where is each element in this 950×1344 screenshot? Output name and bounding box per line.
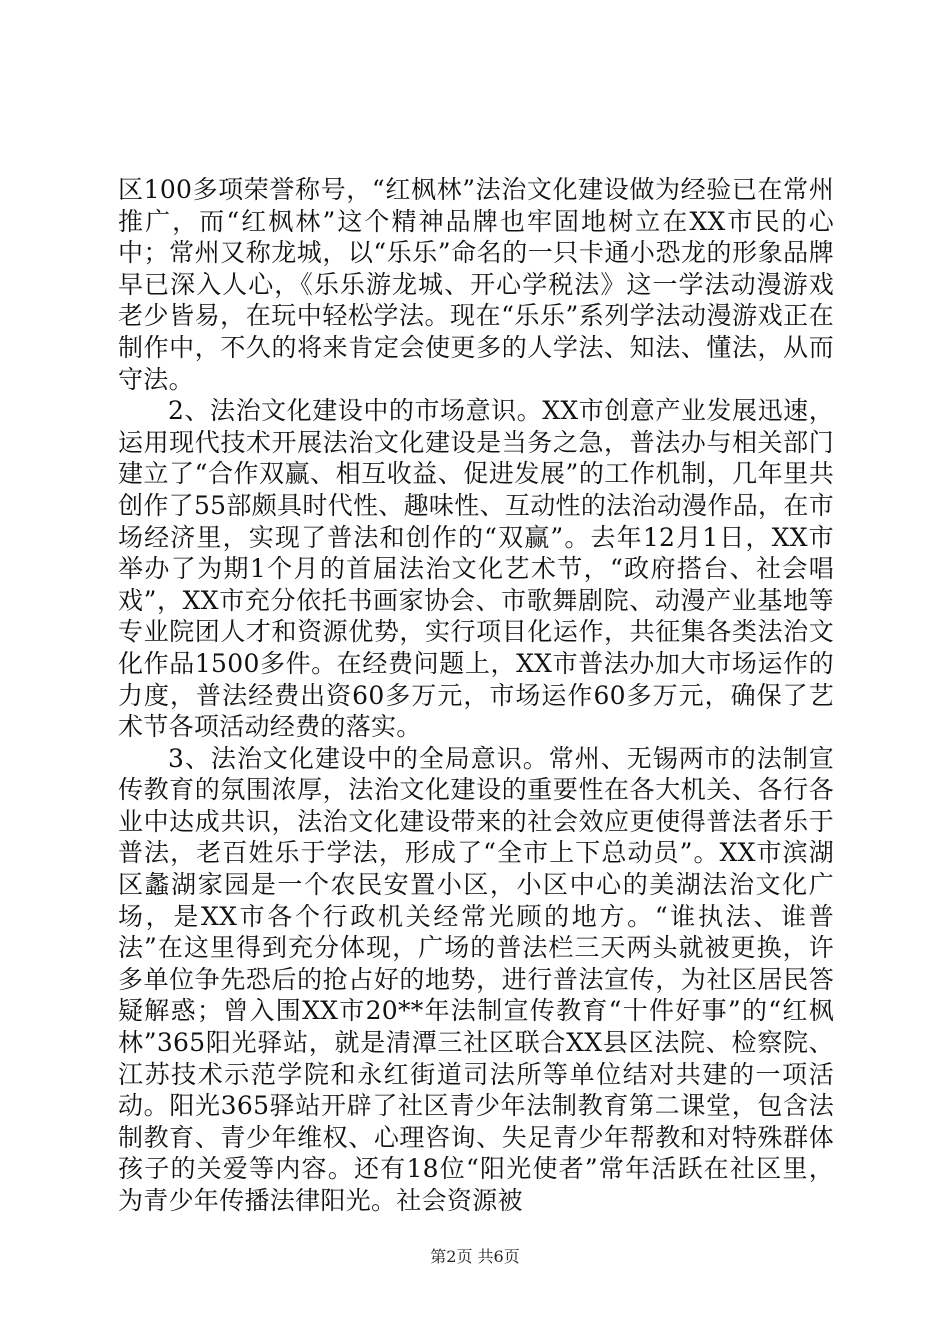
page-footer: 第2页 共6页	[430, 1247, 520, 1266]
paragraph-continuation: 区100多项荣誉称号，“红枫林”法治文化建设做为经验已在常州推广，而“红枫林”这个精神品牌也牢固地树立在XX市民的心中；常州又称龙城，以“乐乐”命名的一只卡通小恐龙的形象品牌早已深入人心，《乐乐游龙城、开心学税法》这一学法动漫游戏老少皆易，在玩中轻松学法。现在“乐乐”系列学法动漫游戏正在制作中，不久的将来肯定会使更多的人学法、知法、懂法，从而守法。	[118, 175, 834, 394]
paragraph-overall-awareness: 3、法治文化建设中的全局意识。常州、无锡两市的法制宣传教育的氛围浓厚，法治文化建设的重要性在各大机关、各行各业中达成共识，法治文化建设带来的社会效应更使得普法者乐于普法，老百姓乐于学法，形成了“全市上下总动员”。XX市滨湖区蠡湖家园是一个农民安置小区，小区中心的美湖法治文化广场，是XX市各个行政机关经常光顾的地方。“谁执法、谁普法”在这里得到充分体现，广场的普法栏三天两头就被更换，许多单位争先恐后的抢占好的地势，进行普法宣传，为社区居民答疑解惑；曾入围XX市20**年法制宣传教育“十件好事”的“红枫林”365阳光驿站，就是清潭三社区联合XX县区法院、检察院、江苏技术示范学院和永红街道司法所等单位结对共建的一项活动。阳光365驿站开辟了社区青少年法制教育第二课堂，包含法制教育、青少年维权、心理咨询、失足青少年帮教和对特殊群体孩子的关爱等内容。还有18位“阳光使者”常年活跃在社区里，为青少年传播法律阳光。社会资源被	[118, 743, 834, 1215]
document-body	[118, 174, 834, 1217]
paragraph-market-awareness: 2、法治文化建设中的市场意识。XX市创意产业发展迅速，运用现代技术开展法治文化建设是当务之急，普法办与相关部门建立了“合作双赢、相互收益、促进发展”的工作机制，几年里共创作了55部颇具时代性、趣味性、互动性的法治动漫作品，在市场经济里，实现了普法和创作的“双赢”。去年12月1日，XX市举办了为期1个月的首届法治文化艺术节，“政府搭台、社会唱戏”，XX市充分依托书画家协会、市歌舞剧院、动漫产业基地等专业院团人才和资源优势，实行项目化运作，共征集各类法治文化作品1500多件。在经费问题上，XX市普法办加大市场运作的力度，普法经费出资60多万元，市场运作60多万元，确保了艺术节各项活动经费的落实。	[118, 396, 834, 742]
